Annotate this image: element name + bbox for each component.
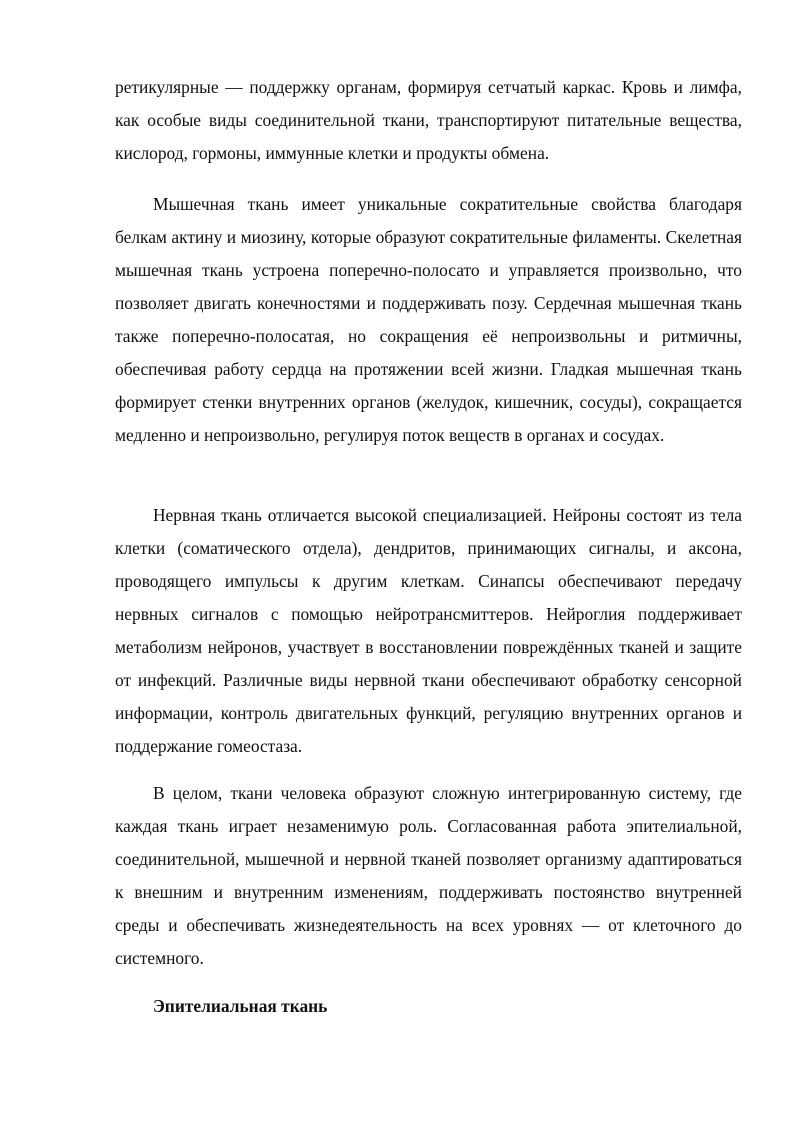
- paragraph-muscle-tissue: Мышечная ткань имеет уникальные сократительные свойства благодаря белкам актину и миозину, которые образуют сократительные филаменты. Скелетная мышечная ткань устроена поперечно-полосато и управляется произвольно, что позволяет двигать конечностями и поддерживать позу. Сердечная мышечная ткань также поперечно-полосатая, но сокращения её непроизвольны и ритмичны, обеспечивая работу сердца на протяжении всей жизни. Гладкая мышечная ткань формирует стенки внутренних органов (желудок, кишечник, сосуды), сокращается медленно и непроизвольно, регулируя поток веществ в органах и сосудах.: [115, 194, 742, 445]
- paragraph-connective-tissue-end: ретикулярные — поддержку органам, формируя сетчатый каркас. Кровь и лимфа, как особые виды соединительной ткани, транспортируют питательные вещества, кислород, гормоны, иммунные клетки и продукты обмена.: [115, 77, 742, 163]
- paragraph-conclusion: В целом, ткани человека образуют сложную интегрированную систему, где каждая ткань играет незаменимую роль. Согласованная работа эпителиальной, соединительной, мышечной и нервной тканей позволяет организму адаптироваться к внешним и внутренним изменениям, поддерживать постоянство внутренней среды и обеспечивать жизнедеятельность на всех уровнях — от клеточного до системного.: [115, 783, 742, 968]
- section-heading: Эпителиальная ткань: [153, 996, 328, 1016]
- paragraph-nervous-tissue: Нервная ткань отличается высокой специализацией. Нейроны состоят из тела клетки (соматического отдела), дендритов, принимающих сигналы, и аксона, проводящего импульсы к другим клеткам. Синапсы обеспечивают передачу нервных сигналов с помощью нейротрансмиттеров. Нейроглия поддерживает метаболизм нейронов, участвует в восстановлении повреждённых тканей и защите от инфекций. Различные виды нервной ткани обеспечивают обработку сенсорной информации, контроль двигательных функций, регуляцию внутренних органов и поддержание гомеостаза.: [115, 505, 742, 756]
